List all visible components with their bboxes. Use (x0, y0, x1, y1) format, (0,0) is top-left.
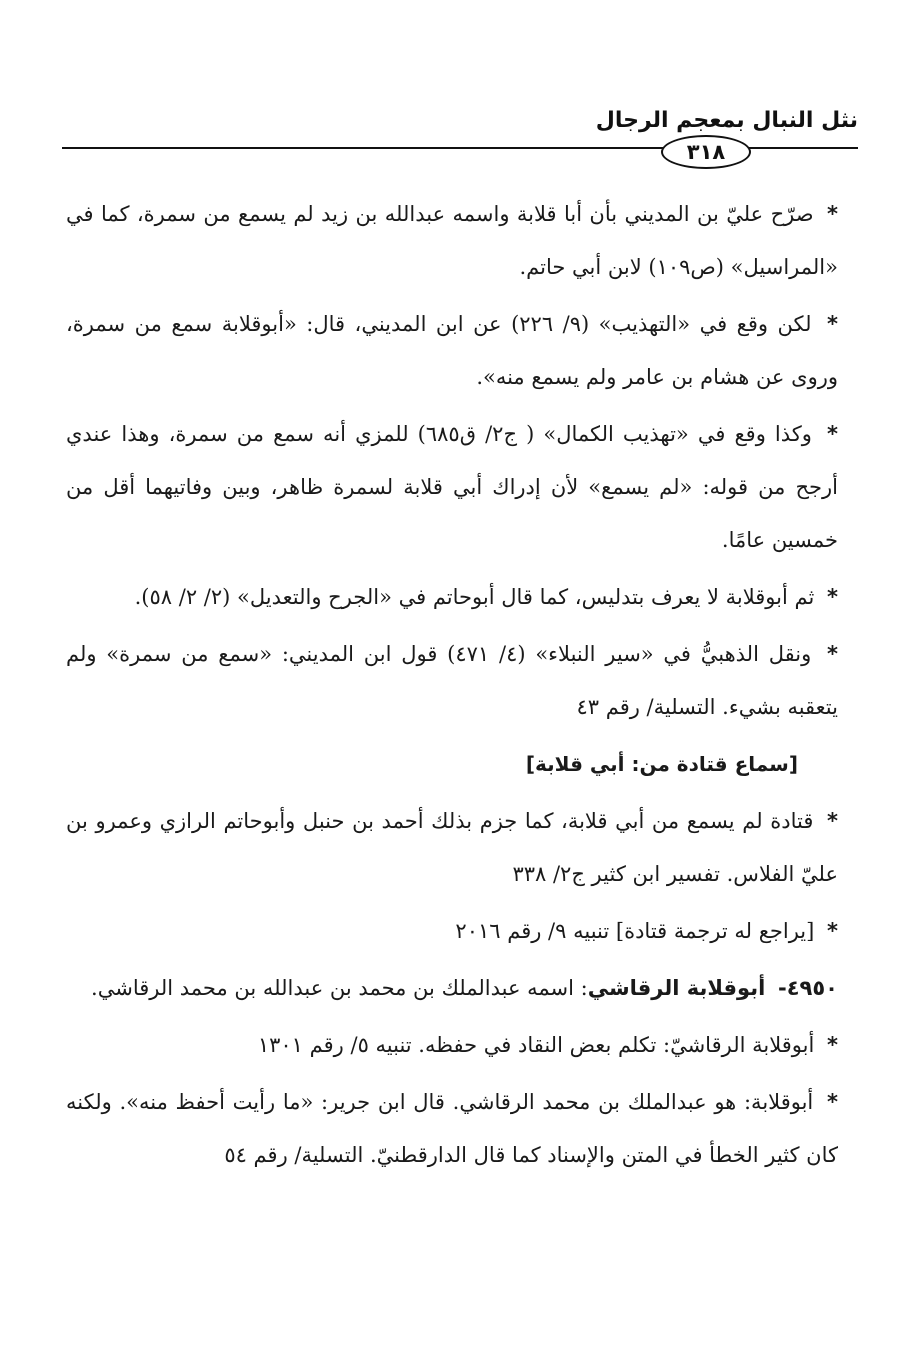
paragraph-text: لكن وقع في «التهذيب» (٩/ ٢٢٦) عن ابن المديني، قال: «أبوقلابة سمع من سمرة، وروى عن هشام بن عامر ولم يسمع منه». (66, 312, 838, 389)
entry-number: ٤٩٥٠- (778, 976, 838, 1000)
paragraph-text: أبوقلابة: هو عبدالملك بن محمد الرقاشي. قال ابن جرير: «ما رأيت أحفظ منه». ولكنه كان كثير الخطأ في المتن والإسناد كما قال الدارقطنيّ. التسلية/ رقم ٥٤ (66, 1090, 838, 1167)
paragraph (66, 298, 838, 404)
paragraph-text: صرّح عليّ بن المديني بأن أبا قلابة واسمه عبدالله بن زيد لم يسمع من سمرة، كما في «المراسيل» (ص١٠٩) لابن أبي حاتم. (66, 202, 838, 279)
asterisk-bullet: * (826, 312, 838, 336)
paragraph (66, 905, 838, 958)
paragraph (66, 628, 838, 734)
paragraph (66, 1076, 838, 1182)
asterisk-bullet: * (827, 642, 838, 666)
paragraph (66, 1019, 838, 1072)
asterisk-bullet: * (827, 919, 838, 943)
paragraph-text: وكذا وقع في «تهذيب الكمال» ( ج٢/ ق٦٨٥) للمزي أنه سمع من سمرة، وهذا عندي أرجح من قوله: «لم يسمع» لأن إدراك أبي قلابة لسمرة ظاهر، وبين وفاتيهما أقل من خمسين عامًا. (66, 422, 838, 552)
entry-name: أبوقلابة الرقاشي (587, 976, 766, 1000)
section-heading: [سماع قتادة من: أبي قلابة] (525, 752, 798, 776)
paragraph (66, 408, 838, 567)
running-title: نثل النبال بمعجم الرجال (595, 108, 858, 133)
asterisk-bullet: * (827, 1033, 838, 1057)
paragraph-text: ثم أبوقلابة لا يعرف بتدليس، كما قال أبوحاتم في «الجرح والتعديل» (٢/ ٢/ ٥٨). (134, 585, 815, 609)
entry-text: : اسمه عبدالملك بن محمد بن عبدالله بن محمد الرقاشي. (91, 976, 588, 1000)
asterisk-bullet: * (827, 1090, 838, 1114)
asterisk-bullet: * (827, 585, 838, 609)
paragraph-text: أبوقلابة الرقاشيّ: تكلم بعض النقاد في حفظه. تنبيه ٥/ رقم ١٣٠١ (257, 1033, 815, 1057)
page-header (62, 100, 858, 180)
page-number: ٣١٨ (661, 135, 751, 169)
paragraph (66, 571, 838, 624)
paragraph (66, 188, 838, 294)
paragraph-text: [يراجع له ترجمة قتادة] تنبيه ٩/ رقم ٢٠١٦ (455, 919, 815, 943)
asterisk-bullet: * (827, 422, 838, 446)
asterisk-bullet: * (827, 202, 838, 226)
paragraph-text: ونقل الذهبيُّ في «سير النبلاء» (٤/ ٤٧١) قول ابن المديني: «سمع من سمرة» ولم يتعقبه بشيء. التسلية/ رقم ٤٣ (66, 642, 838, 719)
paragraph-text: قتادة لم يسمع من أبي قلابة، كما جزم بذلك أحمد بن حنبل وأبوحاتم الرازي وعمرو بن عليّ الفلاس. تفسير ابن كثير ج٢/ ٣٣٨ (66, 809, 838, 886)
asterisk-bullet: * (827, 809, 838, 833)
page-body (66, 188, 838, 1186)
biography-entry (66, 962, 838, 1015)
paragraph (66, 795, 838, 901)
